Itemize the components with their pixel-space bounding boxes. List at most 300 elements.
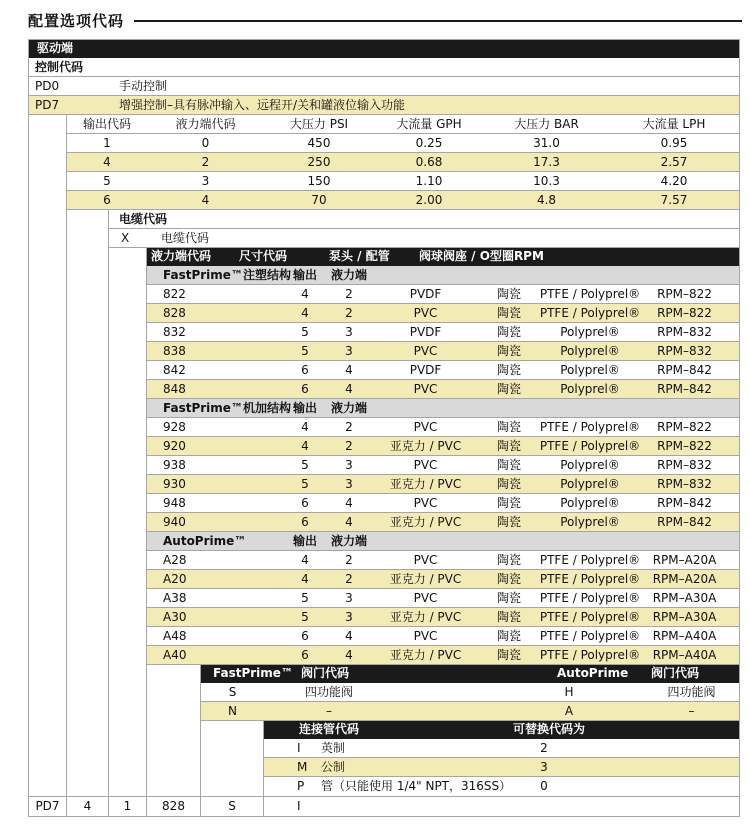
gutter-line	[67, 210, 109, 229]
pump-column-header-output: 输出	[292, 401, 317, 415]
pump-oring-cell: PTFE / Polyprel®	[539, 648, 641, 662]
gutter-line	[67, 570, 109, 589]
pump-head-material-cell: 亚克力 / PVC	[389, 515, 462, 529]
pump-rpm-cell: RPM–842	[657, 363, 712, 377]
pump-hydraulic-cell: 3	[345, 610, 353, 624]
pump-rpm-cell: RPM–842	[657, 496, 712, 510]
drive-end-bar: 驱动端	[29, 40, 739, 58]
gutter-line	[109, 646, 147, 665]
pump-row	[29, 570, 739, 589]
pump-ball-seat-cell: 陶瓷	[496, 363, 521, 377]
title-rule	[134, 20, 742, 22]
pump-ball-seat-cell: 陶瓷	[496, 553, 521, 567]
max-flow-gph-cell: 1.10	[415, 174, 443, 188]
gutter-line	[109, 475, 147, 494]
connection-spacer-cell	[624, 777, 739, 796]
output-table-header-row	[29, 115, 739, 134]
valve-left-label-cell: 四功能阀	[304, 685, 353, 699]
valve-right-code-cell: H	[564, 685, 574, 699]
pump-output-cell: 5	[301, 477, 309, 491]
pump-bar-label-size-code: 尺寸代码	[239, 249, 288, 263]
pump-rpm-cell: RPM–A40A	[652, 648, 717, 662]
pump-row	[29, 456, 739, 475]
pump-rpm-cell: RPM–842	[657, 515, 712, 529]
max-pressure-bar-cell: 31.0	[533, 136, 560, 150]
pump-row	[29, 627, 739, 646]
pump-head-material-cell: PVC	[413, 420, 438, 434]
row-content	[147, 399, 739, 418]
pump-output-cell: 4	[301, 287, 309, 301]
gutter-line	[67, 683, 109, 702]
row-content	[147, 589, 739, 608]
pump-column-header-hydraulic: 液力端	[330, 268, 367, 282]
control-label-cell: 增强控制–具有脉冲输入、远程开/关和罐液位输入功能	[119, 98, 406, 112]
pump-model-cell: 828	[163, 306, 186, 320]
pump-model-cell: A20	[163, 572, 187, 586]
gutter-line	[67, 323, 109, 342]
gutter-line	[109, 513, 147, 532]
pump-ball-seat-cell: 陶瓷	[496, 458, 521, 472]
gutter-line	[29, 266, 67, 285]
pump-model-cell: 928	[163, 420, 186, 434]
column-header-max-pressure-bar: 大压力 BAR	[514, 117, 579, 131]
gutter-line	[109, 494, 147, 513]
pump-ball-seat-cell: 陶瓷	[496, 344, 521, 358]
connection-alt-code-cell: 0	[540, 779, 548, 793]
pump-oring-cell: PTFE / Polyprel®	[539, 610, 641, 624]
gutter-line	[109, 380, 147, 399]
pump-group-name: AutoPrime™	[163, 534, 247, 548]
pump-model-cell: 822	[163, 287, 186, 301]
pump-row	[29, 418, 739, 437]
pump-rpm-cell: RPM–842	[657, 382, 712, 396]
row-content	[147, 323, 739, 342]
pump-rpm-cell: RPM–822	[657, 306, 712, 320]
gutter-line	[67, 229, 109, 248]
pump-head-material-cell: 亚克力 / PVC	[389, 572, 462, 586]
gutter-line	[29, 551, 67, 570]
gutter-line	[29, 608, 67, 627]
pump-hydraulic-cell: 2	[345, 420, 353, 434]
gutter-line	[29, 342, 67, 361]
connection-bar-right-header: 可替换代码为	[513, 722, 586, 736]
valve-row-s	[29, 683, 739, 702]
row-content	[29, 77, 739, 96]
gutter-line	[201, 739, 264, 758]
gutter-line	[109, 456, 147, 475]
pump-head-material-cell: 亚克力 / PVC	[389, 439, 462, 453]
pump-hydraulic-cell: 3	[345, 325, 353, 339]
output-code-cell: 1	[103, 136, 111, 150]
pump-hydraulic-cell: 3	[345, 344, 353, 358]
valve-bar-fastprime-brand: FastPrime™	[213, 666, 293, 680]
pump-model-cell: 842	[163, 363, 186, 377]
pump-model-cell: A38	[163, 591, 187, 605]
gutter-line	[201, 758, 264, 777]
gutter-line	[109, 551, 147, 570]
pump-column-header-hydraulic: 液力端	[330, 534, 367, 548]
pump-ball-seat-cell: 陶瓷	[496, 591, 521, 605]
gutter-line	[29, 210, 67, 229]
row-content	[147, 627, 739, 646]
pump-row	[29, 494, 739, 513]
row-content	[201, 683, 739, 702]
gutter-line	[109, 342, 147, 361]
pump-output-cell: 4	[301, 572, 309, 586]
gutter-line	[29, 418, 67, 437]
cable-code-header-row	[29, 210, 739, 229]
gutter-line	[67, 551, 109, 570]
pump-head-material-cell: PVC	[413, 344, 438, 358]
valve-right-label-cell: 四功能阀	[667, 685, 716, 699]
pump-group-name: FastPrime™注塑结构	[163, 268, 291, 282]
pump-group-header-spacer	[369, 399, 739, 417]
pump-hydraulic-cell: 2	[345, 439, 353, 453]
pump-bar-label-ball-seat-oring-rpm: 阀球阀座 / O型圈RPM	[419, 249, 544, 263]
gutter-line	[67, 646, 109, 665]
gutter-line	[109, 608, 147, 627]
pump-output-cell: 4	[301, 420, 309, 434]
pump-model-cell: 848	[163, 382, 186, 396]
pump-model-cell: 938	[163, 458, 186, 472]
pump-model-cell: 838	[163, 344, 186, 358]
cable-code-header: 电缆代码	[109, 210, 739, 229]
valve-header-bar	[201, 665, 739, 683]
gutter-line	[29, 229, 67, 248]
example-hydraulic-end-code: 828	[147, 797, 201, 816]
gutter-line	[29, 172, 67, 191]
configuration-code-table	[28, 39, 740, 817]
valve-bar-right-header: 阀门代码	[651, 666, 700, 680]
pump-oring-cell: PTFE / Polyprel®	[539, 591, 641, 605]
connection-row-p	[29, 777, 739, 796]
pump-row	[29, 285, 739, 304]
row-content	[147, 285, 739, 304]
pump-model-cell: A40	[163, 648, 187, 662]
cable-label-cell: 电缆代码	[161, 231, 210, 245]
column-header-max-pressure-psi: 大压力 PSI	[289, 117, 349, 131]
output-table-row	[29, 172, 739, 191]
pump-hydraulic-cell: 2	[345, 553, 353, 567]
gutter-line	[29, 589, 67, 608]
control-code-header-row	[29, 58, 739, 77]
pump-head-material-cell: 亚克力 / PVC	[389, 610, 462, 624]
pump-ball-seat-cell: 陶瓷	[496, 439, 521, 453]
max-pressure-bar-cell: 10.3	[533, 174, 560, 188]
valve-bar-autoprime-brand: AutoPrime	[557, 666, 629, 680]
gutter-line	[67, 380, 109, 399]
pump-hydraulic-cell: 4	[345, 648, 353, 662]
connection-bar-left-header: 连接管代码	[299, 722, 360, 736]
gutter-line	[109, 627, 147, 646]
pump-ball-seat-cell: 陶瓷	[496, 572, 521, 586]
gutter-line	[29, 115, 67, 134]
pump-oring-cell: PTFE / Polyprel®	[539, 553, 641, 567]
gutter-line	[109, 304, 147, 323]
max-flow-lph-cell: 0.95	[660, 136, 688, 150]
control-code-cell: PD7	[35, 98, 60, 112]
column-header-output-code: 输出代码	[82, 117, 131, 131]
hydraulic-end-code-cell: 0	[201, 136, 210, 150]
example-control-code: PD7	[29, 797, 67, 816]
pump-hydraulic-cell: 4	[345, 382, 353, 396]
pump-rpm-cell: RPM–832	[657, 477, 712, 491]
gutter-line	[109, 665, 147, 683]
pump-hydraulic-cell: 4	[345, 515, 353, 529]
gutter-line	[29, 191, 67, 210]
pump-oring-cell: Polyprel®	[560, 477, 620, 491]
pump-ball-seat-cell: 陶瓷	[496, 382, 521, 396]
column-header-max-flow-gph: 大流量 GPH	[396, 117, 462, 131]
gutter-line	[109, 437, 147, 456]
gutter-line	[109, 777, 147, 796]
gutter-line	[109, 399, 147, 418]
pump-header-bar-row	[29, 248, 739, 266]
pump-hydraulic-cell: 3	[345, 477, 353, 491]
gutter-line	[67, 418, 109, 437]
pump-group-header-row	[29, 532, 739, 551]
pump-model-cell: 940	[163, 515, 186, 529]
gutter-line	[67, 532, 109, 551]
pump-output-cell: 6	[301, 648, 309, 662]
gutter-line	[147, 665, 201, 683]
pump-head-material-cell: 亚克力 / PVC	[389, 477, 462, 491]
gutter-line	[109, 361, 147, 380]
row-content	[109, 229, 739, 248]
gutter-line	[67, 589, 109, 608]
control-row-pd7	[29, 96, 739, 115]
pump-rpm-cell: RPM–832	[657, 344, 712, 358]
pump-row	[29, 437, 739, 456]
gutter-line	[29, 758, 67, 777]
gutter-line	[29, 285, 67, 304]
gutter-line	[29, 777, 67, 796]
pump-rpm-cell: RPM–822	[657, 439, 712, 453]
connection-row-i	[29, 739, 739, 758]
row-content	[147, 418, 739, 437]
gutter-line	[67, 721, 109, 739]
pump-row	[29, 646, 739, 665]
pump-head-material-cell: PVC	[413, 306, 438, 320]
pump-row	[29, 608, 739, 627]
max-flow-gph-cell: 0.68	[415, 155, 443, 169]
pump-row	[29, 323, 739, 342]
gutter-line	[29, 683, 67, 702]
row-content	[67, 115, 739, 134]
gutter-line	[67, 456, 109, 475]
output-code-cell: 4	[103, 155, 111, 169]
pump-ball-seat-cell: 陶瓷	[496, 610, 521, 624]
pump-rpm-cell: RPM–A20A	[652, 572, 717, 586]
gutter-line	[109, 721, 147, 739]
pump-oring-cell: Polyprel®	[560, 382, 620, 396]
gutter-line	[29, 721, 67, 739]
output-table-row	[29, 191, 739, 210]
valve-left-code-cell: S	[228, 685, 237, 699]
example-output-code: 4	[67, 797, 109, 816]
connection-row-m	[29, 758, 739, 777]
pump-hydraulic-cell: 2	[345, 572, 353, 586]
pump-ball-seat-cell: 陶瓷	[496, 496, 521, 510]
pump-rpm-cell: RPM–822	[657, 287, 712, 301]
pump-model-cell: A48	[163, 629, 187, 643]
pump-rpm-cell: RPM–A20A	[652, 553, 717, 567]
pump-model-cell: 832	[163, 325, 186, 339]
max-flow-gph-cell: 2.00	[415, 193, 443, 207]
control-code-cell: PD0	[35, 79, 60, 93]
gutter-line	[29, 153, 67, 172]
column-header-hydraulic-end-code: 液力端代码	[175, 117, 236, 131]
pump-oring-cell: Polyprel®	[560, 515, 620, 529]
pump-oring-cell: PTFE / Polyprel®	[539, 306, 641, 320]
pump-output-cell: 4	[301, 439, 309, 453]
row-content	[29, 96, 739, 115]
gutter-line	[67, 399, 109, 418]
pump-head-material-cell: 亚克力 / PVC	[389, 648, 462, 662]
pump-rpm-cell: RPM–832	[657, 458, 712, 472]
row-content	[147, 437, 739, 456]
pump-hydraulic-cell: 2	[345, 287, 353, 301]
gutter-line	[67, 758, 109, 777]
pump-group-header-spacer	[369, 532, 739, 550]
row-content	[264, 777, 739, 796]
pump-output-cell: 5	[301, 325, 309, 339]
gutter-line	[67, 266, 109, 285]
pump-row	[29, 361, 739, 380]
pump-head-material-cell: PVC	[413, 591, 438, 605]
pump-ball-seat-cell: 陶瓷	[496, 287, 521, 301]
pump-head-material-cell: PVDF	[409, 287, 442, 301]
pump-ball-seat-cell: 陶瓷	[496, 325, 521, 339]
row-content	[147, 532, 739, 551]
hydraulic-end-code-cell: 2	[201, 155, 210, 169]
pump-oring-cell: PTFE / Polyprel®	[539, 420, 641, 434]
gutter-line	[147, 721, 201, 739]
pump-head-material-cell: PVDF	[409, 325, 442, 339]
pump-output-cell: 6	[301, 629, 309, 643]
max-pressure-psi-cell: 250	[307, 155, 331, 169]
gutter-line	[109, 323, 147, 342]
gutter-line	[67, 627, 109, 646]
gutter-line	[109, 248, 147, 266]
row-content	[67, 134, 739, 153]
valve-row-n	[29, 702, 739, 721]
drive-end-bar-row	[29, 40, 739, 58]
valve-left-label-cell: –	[326, 704, 332, 718]
pump-row	[29, 304, 739, 323]
pump-output-cell: 5	[301, 458, 309, 472]
row-content	[201, 702, 739, 721]
connection-label-cell: 英制	[321, 741, 346, 755]
pump-hydraulic-cell: 4	[345, 629, 353, 643]
pump-row	[29, 342, 739, 361]
row-content	[147, 456, 739, 475]
pump-output-cell: 6	[301, 496, 309, 510]
pump-bar-label-hydraulic-code: 液力端代码	[151, 249, 212, 263]
pump-output-cell: 6	[301, 382, 309, 396]
connection-spacer-cell	[624, 739, 739, 757]
gutter-line	[29, 248, 67, 266]
row-content	[147, 513, 739, 532]
row-content	[67, 172, 739, 191]
max-pressure-bar-cell: 17.3	[533, 155, 560, 169]
pump-output-cell: 6	[301, 363, 309, 377]
connection-code-cell: M	[297, 760, 308, 774]
pump-rpm-cell: RPM–822	[657, 420, 712, 434]
pump-output-cell: 5	[301, 344, 309, 358]
control-label-cell: 手动控制	[119, 79, 168, 93]
connection-label-cell: 公制	[321, 760, 346, 774]
gutter-line	[67, 475, 109, 494]
gutter-line	[67, 665, 109, 683]
gutter-line	[109, 683, 147, 702]
pump-row	[29, 589, 739, 608]
pump-group-header-row	[29, 266, 739, 285]
valve-bar-left-header: 阀门代码	[301, 666, 350, 680]
connection-code-cell: I	[297, 741, 301, 755]
gutter-line	[67, 285, 109, 304]
pump-ball-seat-cell: 陶瓷	[496, 477, 521, 491]
pump-rpm-cell: RPM–A30A	[652, 591, 717, 605]
pump-ball-seat-cell: 陶瓷	[496, 306, 521, 320]
pump-oring-cell: Polyprel®	[560, 496, 620, 510]
gutter-line	[109, 739, 147, 758]
pump-hydraulic-cell: 3	[345, 458, 353, 472]
output-flow-table	[29, 115, 739, 210]
row-content	[147, 266, 739, 285]
pump-output-cell: 5	[301, 610, 309, 624]
max-flow-lph-cell: 7.57	[660, 193, 688, 207]
connection-header-bar	[264, 721, 739, 739]
valve-right-code-cell: A	[564, 704, 574, 718]
gutter-line	[109, 589, 147, 608]
pump-column-header-output: 输出	[292, 534, 317, 548]
pump-hydraulic-cell: 4	[345, 496, 353, 510]
row-content	[67, 191, 739, 210]
max-pressure-psi-cell: 70	[311, 193, 327, 207]
gutter-line	[147, 758, 201, 777]
pump-row	[29, 551, 739, 570]
gutter-line	[29, 475, 67, 494]
pump-hydraulic-cell: 2	[345, 306, 353, 320]
gutter-line	[109, 285, 147, 304]
cable-code-cell: X	[121, 231, 130, 245]
gutter-line	[67, 739, 109, 758]
gutter-line	[29, 627, 67, 646]
pump-oring-cell: PTFE / Polyprel®	[539, 629, 641, 643]
cable-code-row	[29, 229, 739, 248]
connection-alt-code-cell: 2	[540, 741, 548, 755]
gutter-line	[67, 702, 109, 721]
pump-model-cell: 920	[163, 439, 186, 453]
gutter-line	[29, 380, 67, 399]
gutter-line	[109, 532, 147, 551]
pump-row	[29, 475, 739, 494]
max-flow-lph-cell: 4.20	[660, 174, 688, 188]
pump-group-name: FastPrime™机加结构	[163, 401, 291, 415]
gutter-line	[29, 646, 67, 665]
output-code-cell: 5	[103, 174, 111, 188]
gutter-line	[67, 513, 109, 532]
gutter-line	[67, 494, 109, 513]
hydraulic-end-code-cell: 3	[201, 174, 210, 188]
gutter-line	[147, 683, 201, 702]
gutter-line	[109, 758, 147, 777]
gutter-line	[109, 266, 147, 285]
pump-header-bar	[147, 248, 739, 266]
pump-model-cell: A28	[163, 553, 187, 567]
max-pressure-psi-cell: 150	[307, 174, 331, 188]
